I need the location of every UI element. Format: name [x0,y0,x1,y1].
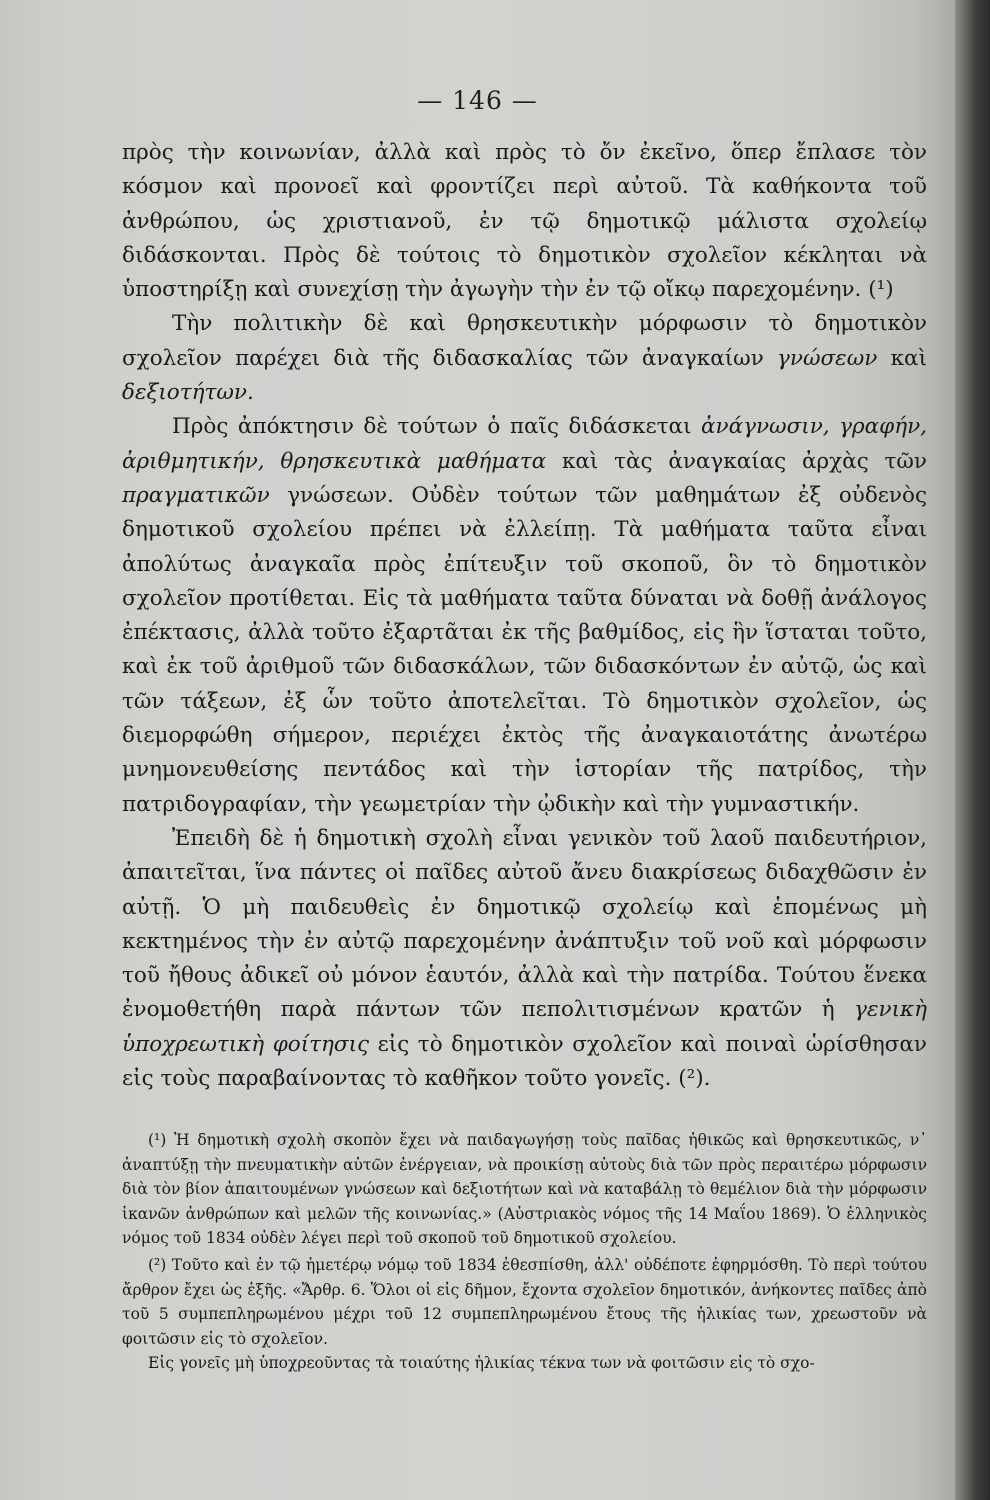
italic-term-skills: δεξιοτήτων. [122,380,254,406]
paragraph-1: πρὸς τὴν κοινωνίαν, ἀλλὰ καὶ πρὸς τὸ ὄν ἐκεῖνο, ὅπερ ἔπλασε τὸν κόσμον καὶ προνοεῖ καὶ φροντίζει περὶ αὐτοῦ. Τὰ καθήκοντα τοῦ ἀνθρώπου, ὡς χριστιανοῦ, ἐν τῷ δημοτικῷ μάλιστα σχολείῳ διδάσκονται. Πρὸς δὲ τούτοις τὸ δημοτικὸν σχολεῖον κέκληται νὰ ὑποστηρίξῃ καὶ συνεχίσῃ τὴν ἀγωγὴν τὴν ἐν τῷ οἴκῳ παρεχομένην. (¹) [122,140,927,303]
italic-term-knowledge: γνώσεων [777,345,878,371]
paragraph-4-rest: εἰς τὸ δημοτικὸν σχολεῖον καὶ ποιναὶ ὡρίσθησαν εἰς τοὺς παραβαίνοντας τὸ καθῆκον τοῦτο γονεῖς. (²). [122,1031,928,1092]
main-text [122,136,927,1096]
paragraph-2-text: Τὴν πολιτικὴν δὲ καὶ θρησκευτικὴν μόρφωσιν τὸ δημοτικὸν σχολεῖον παρέχει διὰ τῆς διδασκαλίας τῶν ἀναγκαίων [122,311,927,371]
footnote-2: (²) Τοῦτο καὶ ἐν τῷ ἡμετέρῳ νόμῳ τοῦ 1834 ἐθεσπίσθη, ἀλλ' οὐδέποτε ἐφηρμόσθη. Τὸ περὶ τούτου ἄρθρον ἔχει ὡς ἑξῆς. «Ἄρθρ. 6. Ὅλοι οἱ εἰς δῆμον, ἔχοντα σχολεῖον δημοτικόν, ἀνήκοντες παῖδες ἀπὸ τοῦ 5 συμπεπληρωμένου μέχρι τοῦ 12 συμπεπληρωμένου ἔτους τῆς ἡλικίας των, χρεωστοῦν νὰ φοιτῶσιν εἰς τὸ σχολεῖον. [122,1255,927,1348]
paragraph-3-lead: Πρὸς ἀπόκτησιν δὲ τούτων ὁ παῖς διδάσκεται [172,414,692,440]
paragraph-2 [122,307,927,410]
conjunction-and: καὶ [890,345,927,371]
paragraph-3-mid: καὶ τὰς ἀναγκαίας ἀρχὰς τῶν [561,448,928,474]
book-spine-shadow [955,0,990,1500]
page-number: — 146 — [417,86,538,115]
paragraph-3-rest: γνώσεων. Οὐδὲν τούτων τῶν μαθημάτων ἐξ οὐδενὸς δημοτικοῦ σχολείου πρέπει νὰ ἐλλείπῃ. Τὰ μαθήματα ταῦτα εἶναι ἀπολύτως ἀναγκαῖα πρὸς ἐπίτευξιν τοῦ σκοποῦ, ὃν τὸ δημοτικὸν σχολεῖον προτίθεται. Εἰς τὰ μαθήματα ταῦτα δύναται νὰ δοθῇ ἀνάλογος ἐπέκτασις, ἀλλὰ τοῦτο ἐξαρτᾶται ἐκ τῆς βαθμίδος, εἰς ἣν ἵσταται τοῦτο, καὶ ἐκ τοῦ ἀριθμοῦ τῶν διδασκάλων, τῶν διδασκόντων ἐν αὐτῷ, ὡς καὶ τῶν τάξεων, ἐξ ὧν τοῦτο ἀποτελεῖται. Τὸ δημοτικὸν σχολεῖον, ὡς διεμορφώθη σήμερον, περιέχει ἐκτὸς τῆς ἀναγκαιοτάτης ἀνωτέρω μνημονευθείσης πεντάδος καὶ τὴν ἱστορίαν τῆς πατρίδος, τὴν πατριδογραφίαν, τὴν γεωμετρίαν τὴν ᾠδικὴν καὶ τὴν γυμναστικήν. [122,482,927,817]
italic-term-practical: πραγματικῶν [122,482,270,508]
footnotes [122,1128,927,1376]
paragraph-3 [122,410,927,822]
footnote-1: (¹) Ἡ δημοτικὴ σχολὴ σκοπὸν ἔχει νὰ παιδαγωγήσῃ τοὺς παῖδας ἠθικῶς καὶ θρησκευτικῶς, ν᾿ ἀναπτύξῃ τὴν πνευματικὴν αὐτῶν ἐνέργειαν, νὰ προικίσῃ αὐτοὺς διὰ τῶν πρὸς περαιτέρω μόρφωσιν διὰ τὸν βίον ἀπαιτουμένων γνώσεων καὶ δεξιοτήτων καὶ νὰ καταβάλῃ τὸ θεμέλιον διὰ τὴν μόρφωσιν ἱκανῶν ἀνθρώπων καὶ μελῶν τῆς κοινωνίας.» (Αὐστριακὸς νόμος τῆς 14 Μαΐου 1869). Ὁ ἑλληνικὸς νόμος τοῦ 1834 οὐδὲν λέγει περὶ τοῦ σκοποῦ τοῦ δημοτικοῦ σχολείου. [122,1131,927,1248]
italic-term-compulsory-attendance: γενικὴ ὑποχρεωτικὴ φοίτησις [122,997,927,1057]
italic-subjects-list: ἀνάγνωσιν, γραφήν, ἀριθμητικήν, θρησκευτικὰ μαθήματα [122,414,927,474]
paragraph-4-lead: Ἐπειδὴ δὲ ἡ δημοτικὴ σχολὴ εἶναι γενικὸν τοῦ λαοῦ παιδευτήριον, ἀπαιτεῖται, ἵνα πάντες οἱ παῖδες αὐτοῦ ἄνευ διακρίσεως διδαχθῶσιν ἐν αὐτῇ. Ὁ μὴ παιδευθεὶς ἐν δημοτικῷ σχολείῳ καὶ ἑπομένως μὴ κεκτημένος τὴν ἐν αὐτῷ παρεχομένην ἀνάπτυξιν τοῦ νοῦ καὶ μόρφωσιν τοῦ ἤθους ἀδικεῖ οὐ μόνον ἑαυτόν, ἀλλὰ καὶ τὴν πατρίδα. Τούτου ἕνεκα ἐνομοθετήθη παρὰ πάντων τῶν πεπολιτισμένων κρατῶν ἡ [122,825,927,1023]
paragraph-4 [122,822,927,1096]
footnote-2-continuation: Εἰς γονεῖς μὴ ὑποχρεοῦντας τὰ τοιαύτης ἡλικίας τέκνα των νὰ φοιτῶσιν εἰς τὸ σχο- [148,1354,815,1373]
